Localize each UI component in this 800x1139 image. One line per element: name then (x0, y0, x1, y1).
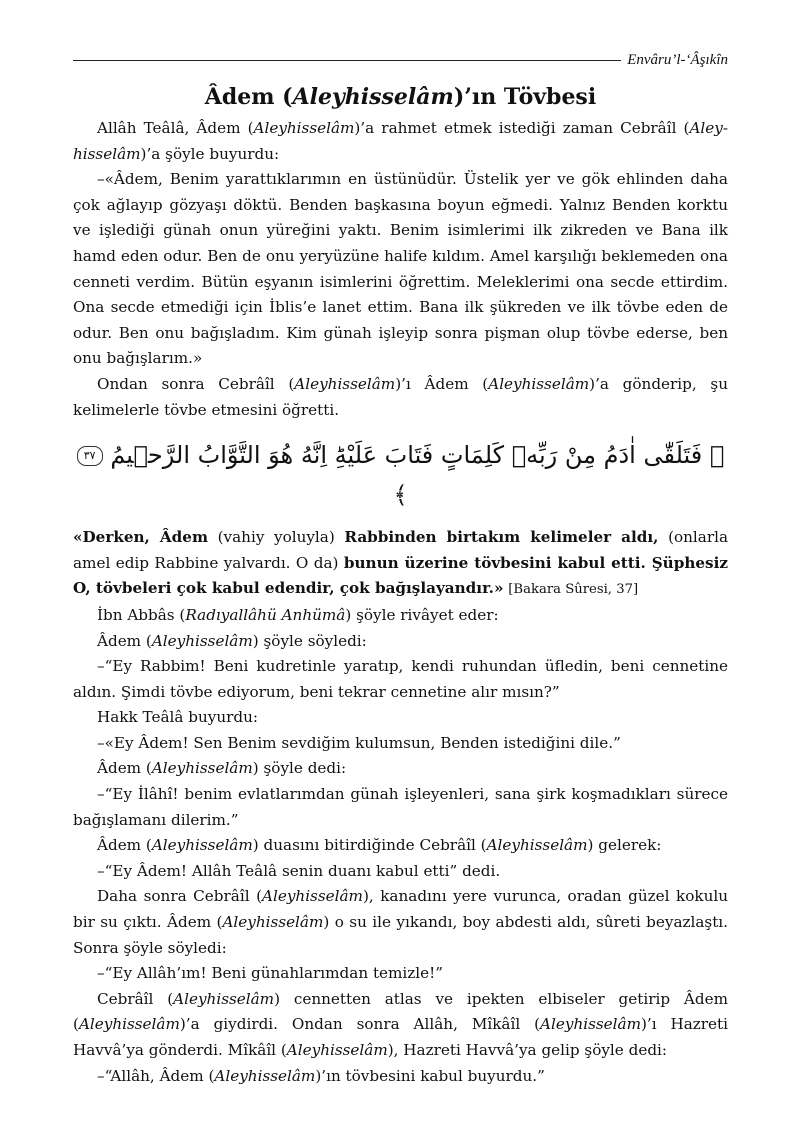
paragraph: Âdem (Aleyhisselâm) duasını bitirdiğinde Cebrâîl (Aleyhisselâm) gelerek: (97, 836, 662, 855)
quote: –“Ey Allâh’ım! Beni günahlarımdan temizle!” (97, 964, 444, 983)
quote: –«Âdem, Benim yarattıklarımın en üstünüdür. Üstelik yer ve gök ehlinden daha çok ağlayıp gözyaşı döktü. Benden başkasına boyun eğmedi. Yalnız Benden korktu ve işlediği günah onun yüreğini yaktı. Benim isimlerimi ilk zikreden ve Bana ilk hamd eden odur. Ben de onu yeryüzüne halife kıldım. Amel karşılığı beklemeden ona cenneti verdim. Bütün eşyanın isimlerini öğrettim. Meleklerimi ona secde ettirdim. Ona secde etmediği için İblis’e lanet ettim. Bana ilk şükreden ve ilk tövbe eden de odur. Ben onu bağışladım. Kim günah işleyip sonra pişman olup tövbe ederse, ben onu bağışlarım.» (73, 170, 728, 368)
paragraph: Hakk Teâlâ buyurdu: (97, 708, 259, 727)
arabic-verse-text: فَتَلَقّٰى اٰدَمُ مِنْ رَبِّه۪ كَلِمَاتٍ فَتَابَ عَلَيْهِؕ اِنَّهُ هُوَ التَّوَّابُ الرَّح۪يمُ (110, 441, 703, 470)
quote: –“Ey İlâhî! benim evlatlarımdan günah işleyenleri, sana şirk koşmadıkları sürece bağışlamanı dilerim.” (73, 785, 728, 829)
verse-translation: «Derken, Âdem (vahiy yoluyla) Rabbinden birtakım kelimeler aldı, (onlarla amel edip Rabbine yalvardı. O da) bunun üzerine tövbesini kabul etti. Şüphesiz O, tövbeleri çok kabul edendir, çok bağışlayandır.» [Bakara Sûresi, 37] (73, 528, 729, 598)
paragraph: Âdem (Aleyhisselâm) şöyle söyledi: (97, 631, 367, 650)
paragraph: Daha sonra Cebrâîl (Aleyhisselâm), kanadını yere vurunca, oradan güzel kokulu bir su çıktı. Âdem (Aleyhisselâm) o su ile yıkandı, boy abdesti aldı, sûreti beyazlaştı. Sonra şöyle söyledi: (73, 887, 728, 957)
page (73, 48, 728, 1089)
running-title: Envâru’l-‘Âşıkîn (627, 51, 728, 68)
quote: –«Ey Âdem! Sen Benim sevdiğim kulumsun, Benden istediğini dile.” (97, 733, 621, 752)
running-header (73, 48, 728, 72)
verse-bracket-close: ﴾ (393, 481, 408, 510)
page-title: Âdem (Aleyhisselâm)’ın Tövbesi (204, 84, 597, 110)
arabic-verse (73, 435, 728, 515)
header-rule (73, 60, 621, 61)
verse-reference: [Bakara Sûresi, 37] (508, 582, 639, 598)
quote: –“Allâh, Âdem (Aleyhisselâm)’ın tövbesini kabul buyurdu.” (97, 1066, 545, 1085)
quote: –“Ey Rabbim! Beni kudretinle yaratıp, kendi ruhundan üfledin, beni cennetine aldın. Şimdi tövbe ediyorum, beni tekrar cennetine alır mısın?” (73, 657, 728, 701)
body-text (73, 116, 728, 1089)
paragraph: Ondan sonra Cebrâîl (Aleyhisselâm)’ı Âdem (Aleyhisselâm)’a gönderip, şu kelimelerle tövbe etmesini öğretti. (73, 374, 728, 419)
paragraph: Allâh Teâlâ, Âdem (Aleyhisselâm)’a rahmet etmek istediği zaman Cebrâîl (Aley-hisselâm)’a şöyle buyurdu: (73, 119, 728, 163)
paragraph: Âdem (Aleyhisselâm) şöyle dedi: (97, 759, 347, 778)
verse-number-badge: ٣٧ (77, 446, 103, 466)
paragraph: Cebrâîl (Aleyhisselâm) cennetten atlas ve ipekten elbiseler getirip Âdem (Aleyhisselâm)’a giydirdi. Ondan sonra Allâh, Mîkâîl (Aleyhisselâm)’ı Hazreti Havvâ’ya gönderdi. Mîkâîl (Aleyhisselâm), Hazreti Havvâ’ya gelip şöyle dedi: (73, 989, 729, 1059)
quote: –“Ey Âdem! Allâh Teâlâ senin duanı kabul etti” dedi. (97, 861, 501, 880)
verse-bracket-open: ﴿ (709, 441, 725, 470)
paragraph: İbn Abbâs (Radıyallâhü Anhümâ) şöyle rivâyet eder: (97, 605, 499, 624)
